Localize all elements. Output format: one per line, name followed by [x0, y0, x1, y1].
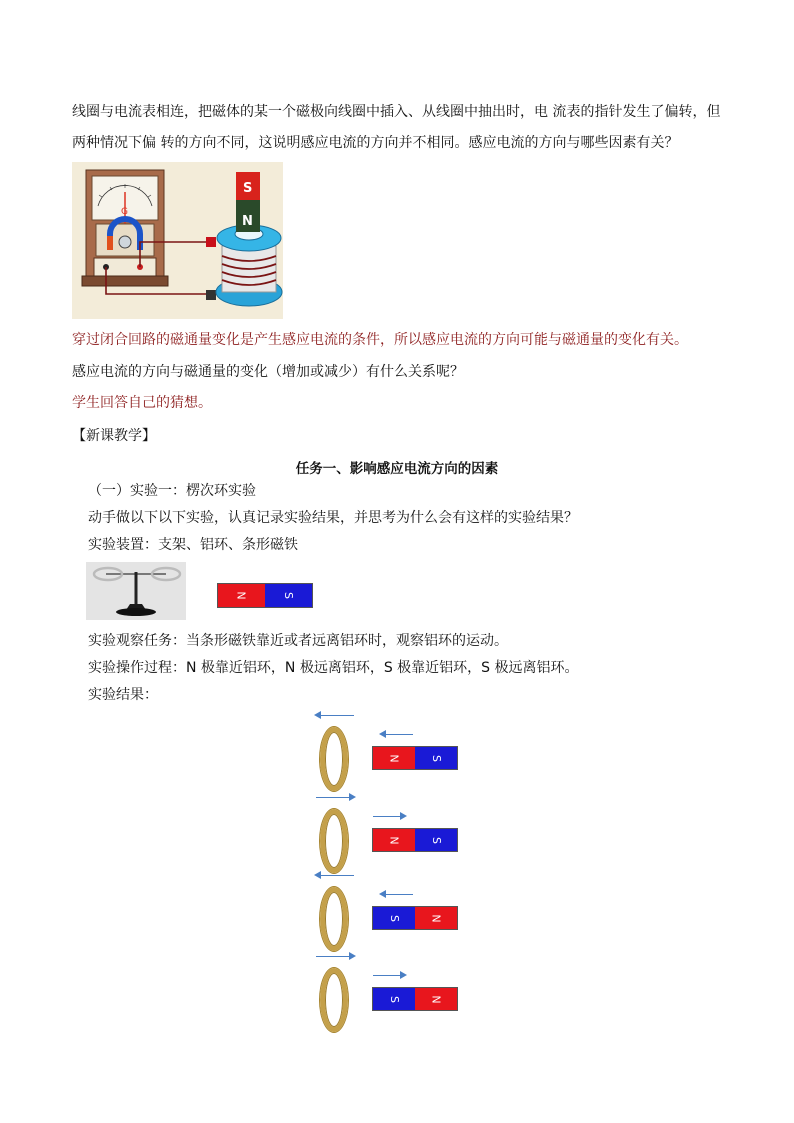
ring-motion-arrow: [316, 797, 354, 798]
bar-magnet-small: [217, 583, 313, 608]
coil: [216, 225, 282, 306]
aluminum-ring: [320, 968, 348, 1032]
magnet-motion-arrow: [373, 816, 405, 817]
experiment-intro: 动手做以下以下实验，认真记录实验结果，并思考为什么会有这样的实验结果？: [88, 510, 578, 526]
s-pole: S: [415, 747, 457, 769]
bar-magnet: [372, 746, 458, 770]
n-pole: N: [373, 829, 415, 851]
s-pole: S: [373, 988, 415, 1010]
magnet-bottom-label: N: [242, 214, 253, 229]
paragraph-5: 学生回答自己的猜想。: [72, 395, 212, 411]
task-title: 任务一、影响感应电流方向的因素: [295, 461, 499, 477]
ring-motion-arrow: [316, 875, 354, 876]
paragraph-2: 两种情况下偏 转的方向不同，这说明感应电流的方向并不相同。感应电流的方向与哪些因素有关？: [72, 135, 679, 151]
aluminum-ring: [320, 727, 348, 791]
galvanometer: [82, 170, 168, 286]
result-label: 实验结果：: [88, 687, 158, 703]
section-heading: 【新课教学】: [72, 428, 156, 444]
paragraph-3: 穿过闭合回路的磁通量变化是产生感应电流的条件，所以感应电流的方向可能与磁通量的变化有关。: [72, 332, 688, 348]
observe-task: 实验观察任务：当条形磁铁靠近或者远离铝环时，观察铝环的运动。: [88, 633, 508, 649]
n-pole: N: [373, 747, 415, 769]
ring-stand-figure: [86, 562, 186, 620]
magnet-n-pole: N: [218, 584, 265, 607]
bar-magnet: [372, 906, 458, 930]
bar-magnet: [372, 987, 458, 1011]
s-pole: S: [373, 907, 415, 929]
magnet-motion-arrow: [373, 975, 405, 976]
bar-magnet-vertical: [236, 172, 260, 232]
ring-motion-arrow: [316, 956, 354, 957]
galvanometer-coil-figure: [72, 162, 283, 319]
aluminum-ring: [320, 887, 348, 951]
paragraph-1: 线圈与电流表相连，把磁体的某一个磁极向线圈中插入、从线圈中抽出时，电 流表的指针发生了偏转，但: [72, 104, 721, 120]
magnet-motion-arrow: [381, 894, 413, 895]
paragraph-4: 感应电流的方向与磁通量的变化（增加或减少）有什么关系呢？: [72, 364, 464, 380]
aluminum-ring: [320, 809, 348, 873]
magnet-motion-arrow: [381, 734, 413, 735]
magnet-top-label: S: [243, 181, 253, 196]
magnet-s-pole: S: [265, 584, 312, 607]
bar-magnet: [372, 828, 458, 852]
procedure-text: 实验操作过程：N 极靠近铝环，N 极远离铝环，S 极靠近铝环，S 极远离铝环。: [88, 660, 579, 676]
n-pole: N: [415, 988, 457, 1010]
s-pole: S: [415, 829, 457, 851]
n-pole: N: [415, 907, 457, 929]
ring-motion-arrow: [316, 715, 354, 716]
apparatus-text: 实验装置：支架、铝环、条形磁铁: [88, 537, 298, 553]
galvanometer-letter: G: [121, 207, 128, 217]
experiment-title: （一）实验一：楞次环实验: [88, 483, 256, 499]
